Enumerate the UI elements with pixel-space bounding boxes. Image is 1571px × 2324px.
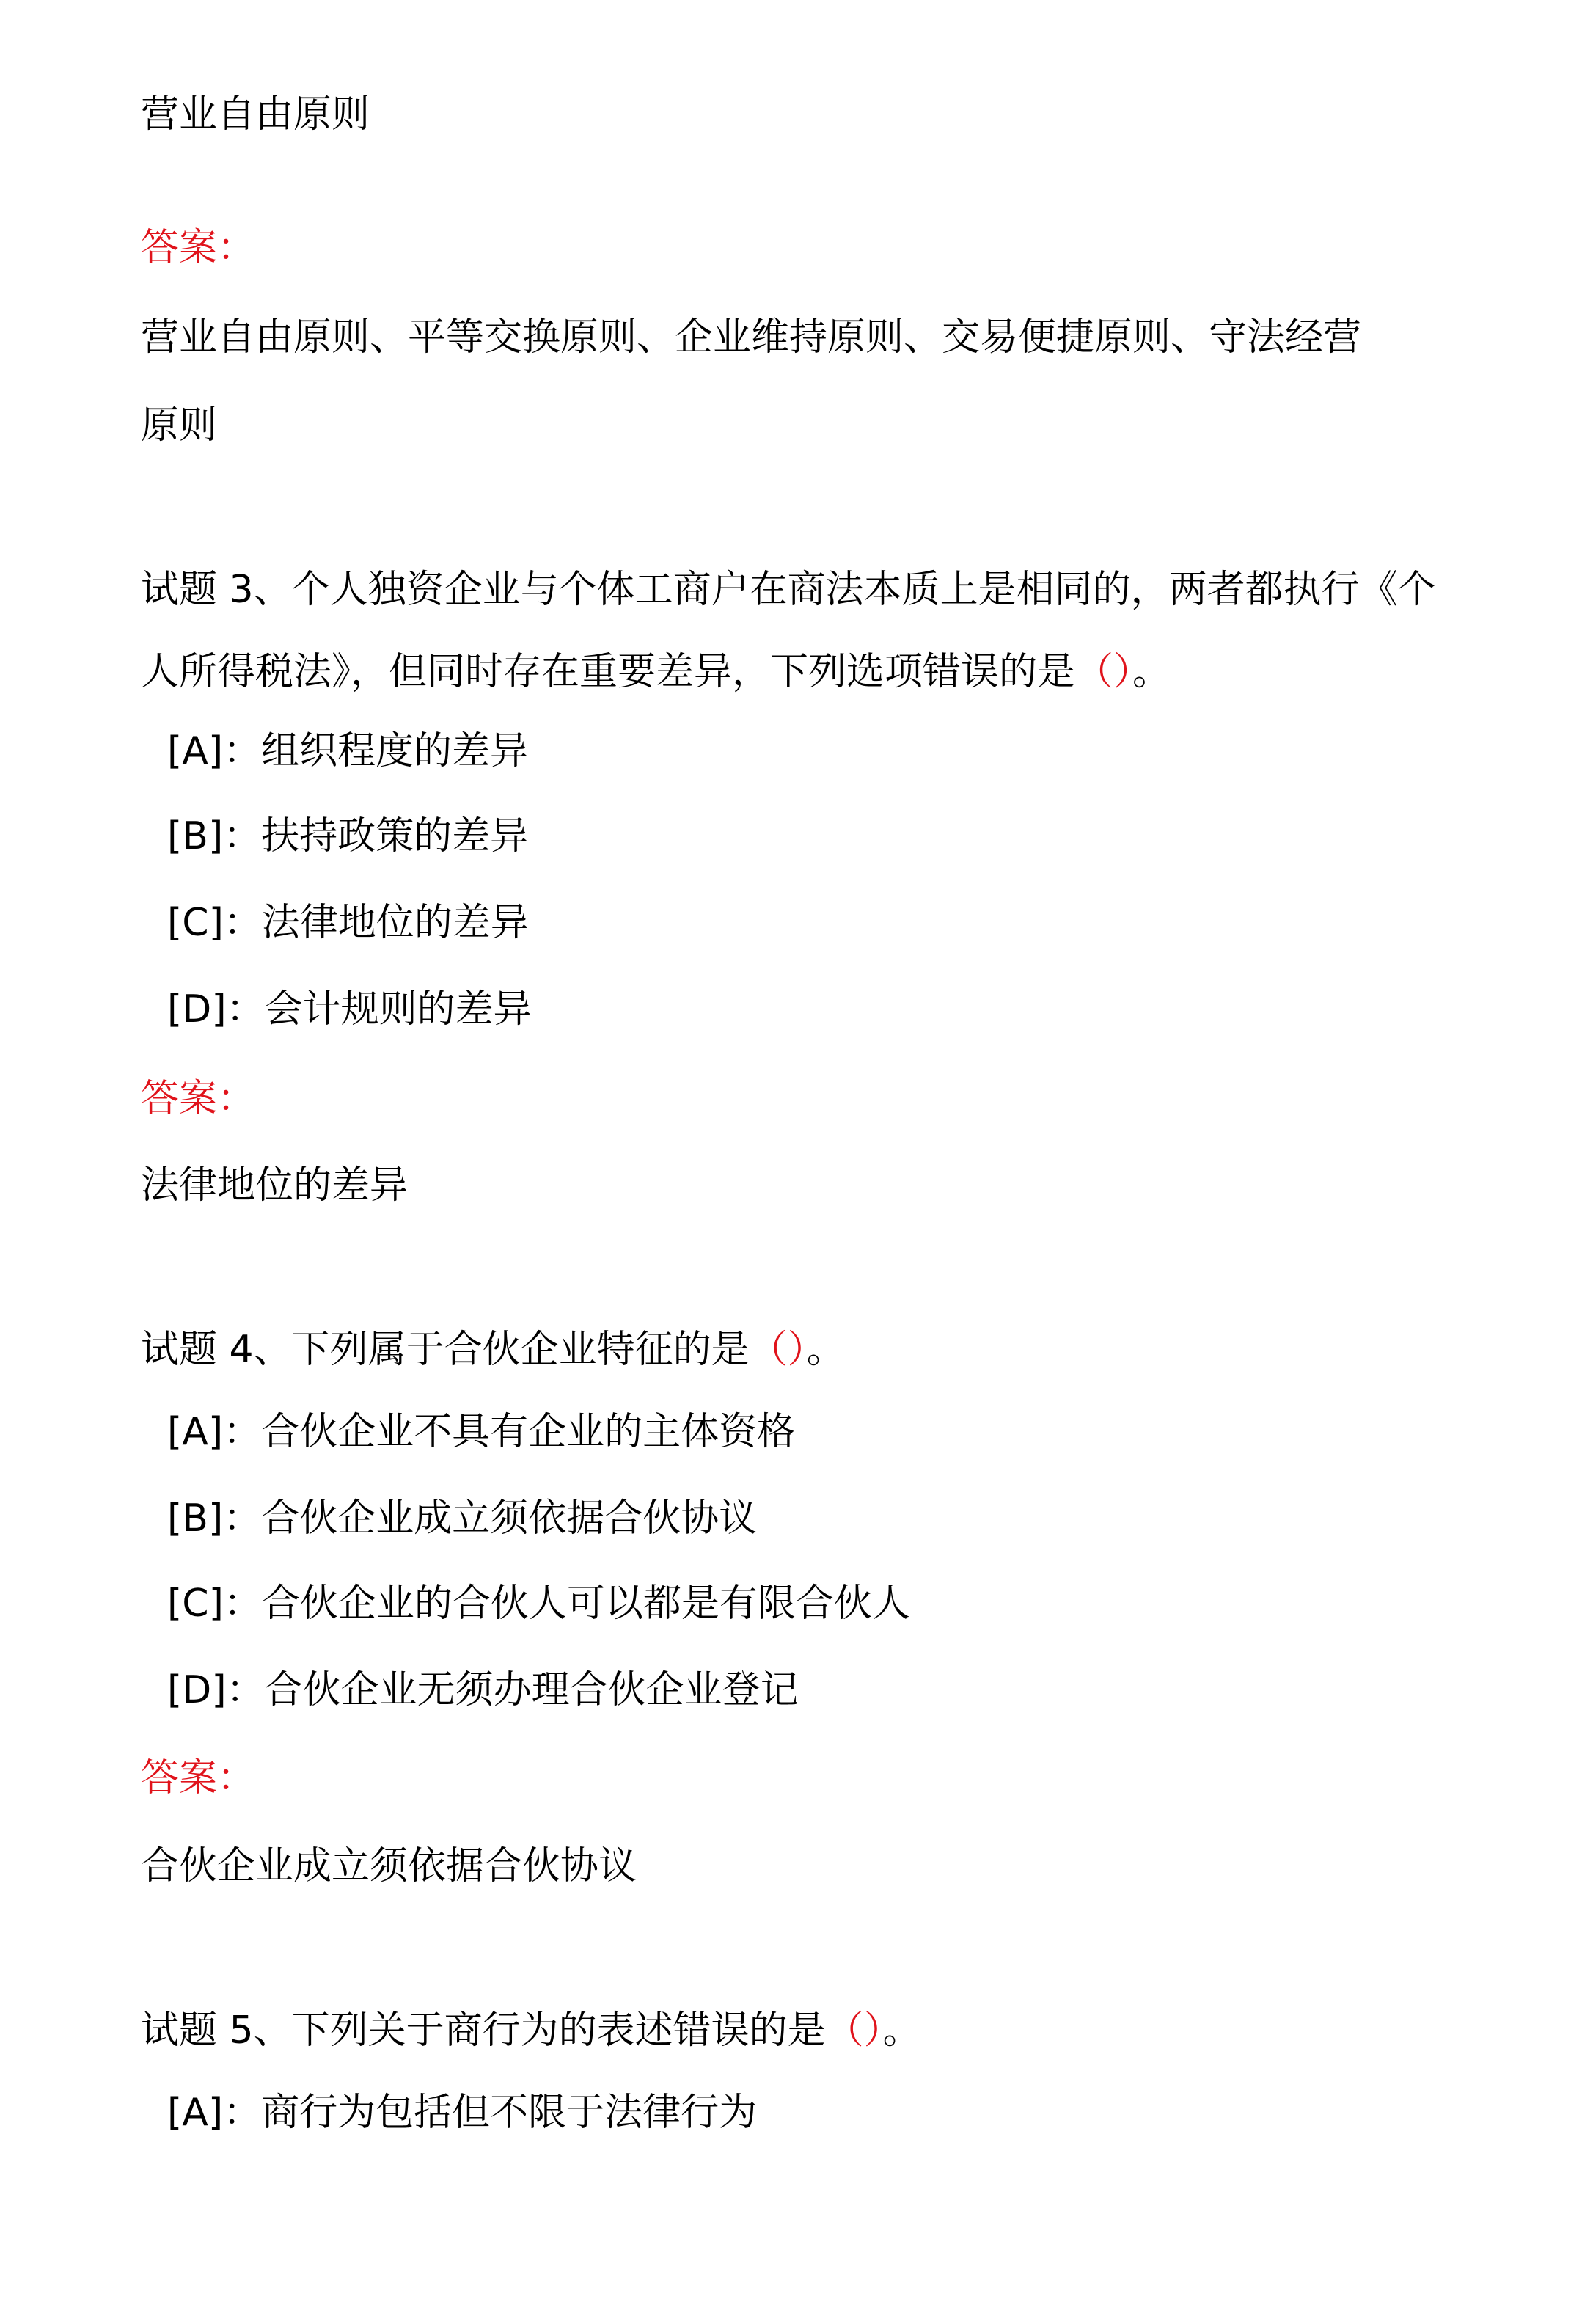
option-key: [B] [167,1497,224,1541]
stem-text: 试题 4、下列属于合伙企业特征的是 [141,1328,750,1372]
option-text: 合伙企业不具有企业的主体资格 [261,1410,796,1454]
option-key: [B] [167,814,224,858]
question-4-option-b [167,1492,757,1545]
question-4-option-c [167,1577,910,1630]
option-separator: ： [223,1497,262,1541]
question-4-stem [141,1323,845,1376]
answer-text: 法律地位的差异 [141,1163,409,1207]
option-separator: ： [226,987,265,1031]
question-3-stem: 试题 3、个人独资企业与个体工商户在商法本质上是相同的，两者都执行《个 [141,568,1436,612]
option-key: [C] [167,1582,224,1626]
blank-parentheses: （） [749,1328,807,1372]
question-3-option-a [167,725,528,778]
option-text: 营业自由原则 [141,92,370,136]
option-separator: ： [223,1410,262,1454]
answer-label: 答案： [141,1077,256,1121]
question-4-option-d [167,1664,799,1717]
stem-text: 试题 5、下列关于商行为的表述错误的是 [141,2009,826,2053]
question-3-option-b [167,810,528,863]
question-5-stem [141,2004,921,2057]
option-text: 扶持政策的差异 [261,814,529,858]
option-text: 组织程度的差异 [261,729,529,773]
option-text: 会计规则的差异 [264,987,532,1031]
option-text: 法律地位的差异 [261,901,529,945]
option-text: 商行为包括但不限于法律行为 [261,2091,758,2135]
question-3-option-d [167,983,532,1036]
answer-text: 营业自由原则、平等交换原则、企业维持原则、交易便捷原则、守法经营 [141,315,1362,359]
option-key: [A] [167,729,224,773]
option-text: 合伙企业的合伙人可以都是有限合伙人 [261,1582,910,1626]
option-key: [A] [167,1410,224,1454]
stem-text: 人所得税法》，但同时存在重要差异，下列选项错误的是 [141,650,1076,694]
stem-period: 。 [1132,650,1171,694]
answer-label: 答案： [141,1756,256,1800]
stem-period: 。 [806,1328,845,1372]
question-4-option-a [167,1406,795,1458]
option-key: [C] [167,901,224,945]
blank-parentheses: （） [825,2009,883,2053]
question-3-option-c [167,896,529,949]
answer-label: 答案： [141,226,256,270]
option-separator: ： [226,1668,265,1712]
option-separator: ： [223,901,262,945]
option-text: 合伙企业无须办理合伙企业登记 [264,1668,799,1712]
question-5-option-a [167,2086,757,2139]
option-key: [D] [167,987,227,1031]
option-separator: ： [223,729,262,773]
option-key: [D] [167,1668,227,1712]
answer-text: 合伙企业成立须依据合伙协议 [141,1844,637,1888]
option-key: [A] [167,2091,224,2135]
question-3-stem-continued [141,646,1171,698]
blank-parentheses: （） [1075,650,1133,694]
option-separator: ： [223,1582,262,1626]
answer-text-continued: 原则 [141,403,218,447]
option-separator: ： [223,814,262,858]
option-separator: ： [223,2091,262,2135]
stem-period: 。 [882,2009,921,2053]
option-text: 合伙企业成立须依据合伙协议 [261,1497,758,1541]
